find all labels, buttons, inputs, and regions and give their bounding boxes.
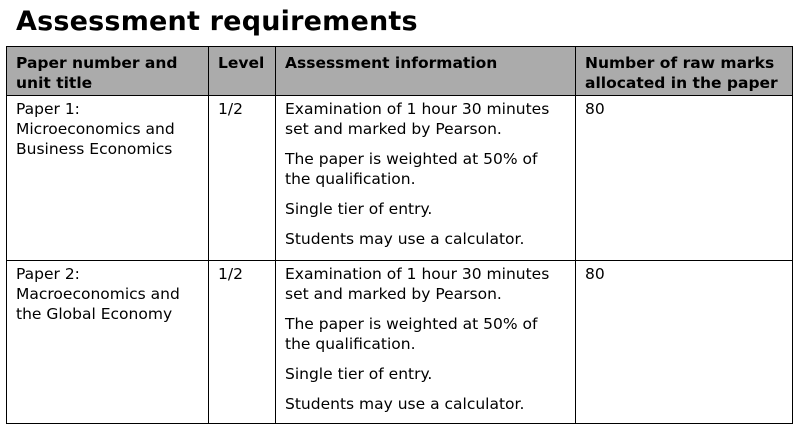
cell-raw-marks: 80 [576, 261, 793, 424]
table-row [7, 261, 793, 424]
info-line: Single tier of entry. [285, 200, 433, 218]
info-line: Examination of 1 hour 30 minutes set and marked by Pearson. [285, 100, 550, 138]
header-raw-marks: Number of raw marks allocated in the paper [576, 47, 793, 96]
header-assessment-info: Assessment information [276, 47, 576, 96]
info-line: Single tier of entry. [285, 365, 433, 383]
info-line: Students may use a calculator. [285, 395, 525, 413]
info-line: Examination of 1 hour 30 minutes set and marked by Pearson. [285, 265, 550, 303]
table-row [7, 96, 793, 261]
cell-assessment-info [276, 96, 576, 261]
assessment-table [6, 46, 793, 424]
cell-paper: Paper 1: Microeconomics and Business Economics [7, 96, 209, 261]
cell-level: 1/2 [209, 261, 276, 424]
info-line: Students may use a calculator. [285, 230, 525, 248]
info-line: The paper is weighted at 50% of the qualification. [285, 315, 538, 353]
table-header-row [7, 47, 793, 96]
header-level: Level [209, 47, 276, 96]
cell-level: 1/2 [209, 96, 276, 261]
cell-raw-marks: 80 [576, 96, 793, 261]
header-paper: Paper number and unit title [7, 47, 209, 96]
info-line: The paper is weighted at 50% of the qualification. [285, 150, 538, 188]
cell-assessment-info [276, 261, 576, 424]
page-title: Assessment requirements [16, 6, 418, 37]
cell-paper: Paper 2: Macroeconomics and the Global Economy [7, 261, 209, 424]
